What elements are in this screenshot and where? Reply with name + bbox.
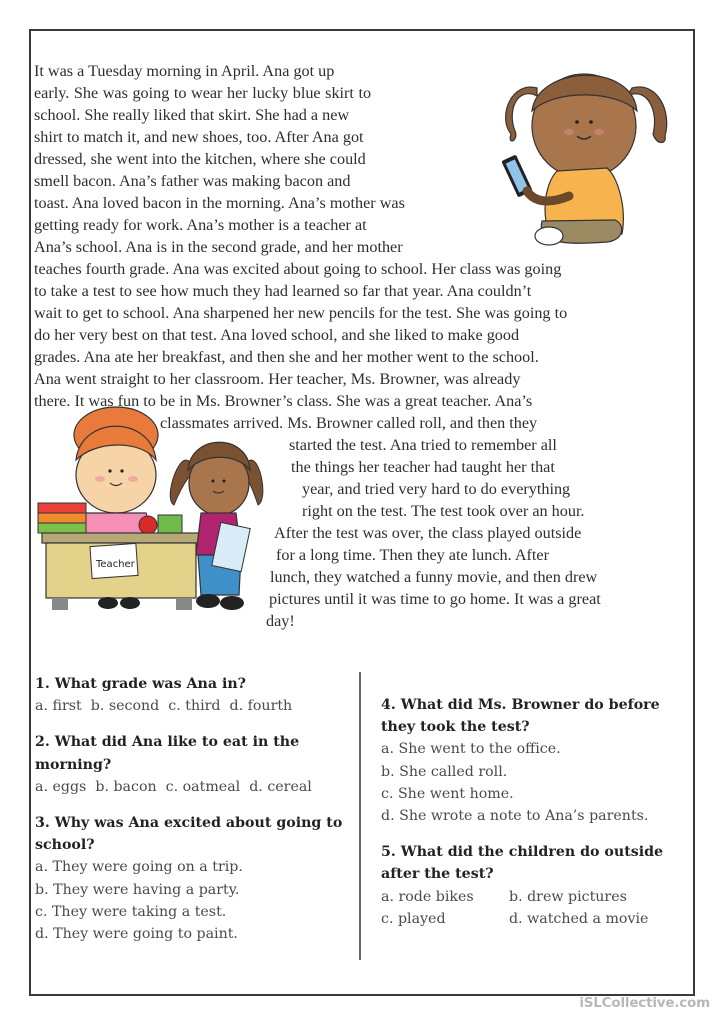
passage-line: there. It was fun to be in Ms. Browner’s class. She was a great teacher. Ana’s: [34, 392, 533, 410]
answer-options: [35, 776, 353, 798]
answer-option[interactable]: c. She went home.: [381, 785, 514, 802]
passage-line: for a long time. Then they ate lunch. After: [276, 546, 550, 564]
column-divider: [359, 672, 361, 960]
answer-option[interactable]: b. They were having a party.: [35, 881, 240, 898]
passage-line: do her very best on that test. Ana loved school, and she liked to make good: [34, 326, 520, 344]
answer-option[interactable]: a. They were going on a trip.: [35, 859, 243, 876]
answer-option[interactable]: d. watched a movie: [509, 910, 649, 927]
question-text: What grade was Ana in?: [54, 676, 246, 692]
answer-options: [35, 695, 353, 717]
answer-option[interactable]: a. first: [35, 698, 82, 715]
girl-with-tablet-illustration: [497, 56, 672, 248]
passage-line: After the test was over, the class played outside: [274, 524, 582, 542]
answer-option[interactable]: b. drew pictures: [509, 888, 627, 905]
answer-options: [381, 886, 681, 930]
passage-line: lunch, they watched a funny movie, and then drew: [270, 568, 598, 586]
question-number: 4.: [381, 697, 396, 713]
passage-line: the things her teacher had taught her that: [291, 458, 555, 476]
question-2: [35, 731, 353, 798]
passage-line: day!: [266, 612, 295, 630]
passage-line: started the test. Ana tried to remember all: [289, 436, 557, 454]
passage-line: wait to get to school. Ana sharpened her new pencils for the test. She was going to: [34, 304, 568, 322]
question-text: What did the children do outside after the test?: [381, 844, 664, 883]
passage-line: getting ready for work. Ana’s mother is a teacher at: [34, 216, 367, 234]
passage-line: grades. Ana ate her breakfast, and then she and her mother went to the school.: [34, 348, 539, 366]
passage-line: dressed, she went into the kitchen, where she could: [34, 150, 366, 168]
passage-line: year, and tried very hard to do everything: [302, 480, 571, 498]
passage-line: Ana’s school. Ana is in the second grade, and her mother: [34, 238, 403, 256]
answer-option[interactable]: c. third: [168, 698, 221, 715]
question-text: What did Ana like to eat in the morning?: [35, 734, 300, 773]
question-text: What did Ms. Browner do before they took the test?: [381, 697, 660, 736]
answer-option[interactable]: c. oatmeal: [165, 778, 241, 795]
questions-left-column: [35, 673, 353, 959]
passage-line: early. She was going to wear her lucky blue skirt to: [34, 84, 372, 102]
answer-option[interactable]: c. played: [381, 910, 446, 927]
question-number: 1.: [35, 676, 50, 692]
question-1: [35, 673, 353, 717]
answer-option[interactable]: a. She went to the office.: [381, 741, 561, 758]
teacher-sign-label: Teacher: [96, 559, 135, 570]
question-4: [381, 694, 681, 827]
answer-option[interactable]: a. rode bikes: [381, 888, 474, 905]
answer-option[interactable]: c. They were taking a test.: [35, 903, 227, 920]
answer-option[interactable]: b. She called roll.: [381, 763, 508, 780]
passage-line: It was a Tuesday morning in April. Ana got up: [34, 62, 335, 80]
answer-option[interactable]: d. She wrote a note to Ana’s parents.: [381, 808, 649, 825]
question-number: 5.: [381, 844, 396, 861]
answer-option[interactable]: b. second: [90, 698, 160, 715]
passage-line: school. She really liked that skirt. She had a new: [34, 106, 350, 124]
teacher-and-student-illustration: [36, 405, 266, 613]
answer-option[interactable]: d. fourth: [229, 698, 293, 715]
answer-option[interactable]: a. eggs: [35, 778, 87, 795]
answer-option[interactable]: b. bacon: [95, 778, 157, 795]
passage-line: pictures until it was time to go home. It was a great: [269, 590, 601, 608]
question-number: 3.: [35, 815, 50, 832]
passage-line: Ana went straight to her classroom. Her teacher, Ms. Browner, was already: [34, 370, 521, 388]
passage-line: classmates arrived. Ms. Browner called roll, and then they: [160, 414, 538, 432]
question-text: Why was Ana excited about going to school?: [35, 815, 343, 854]
passage-line: smell bacon. Ana’s father was making bacon and: [34, 172, 351, 190]
passage-line: toast. Ana loved bacon in the morning. Ana’s mother was: [34, 194, 405, 212]
answer-option[interactable]: d. cereal: [249, 778, 312, 795]
question-5: [381, 841, 681, 930]
questions-right-column: [381, 694, 681, 944]
passage-line: right on the test. The test took over an hour.: [302, 502, 585, 520]
passage-line: to take a test to see how much they had learned so far that year. Ana couldn’t: [34, 282, 532, 300]
passage-line: shirt to match it, and new shoes, too. After Ana got: [34, 128, 364, 146]
answer-option[interactable]: d. They were going to paint.: [35, 926, 238, 943]
watermark: iSLCollective.com: [579, 995, 710, 1011]
question-number: 2.: [35, 734, 50, 751]
question-3: [35, 812, 353, 945]
passage-line: teaches fourth grade. Ana was excited about going to school. Her class was going: [34, 260, 562, 278]
